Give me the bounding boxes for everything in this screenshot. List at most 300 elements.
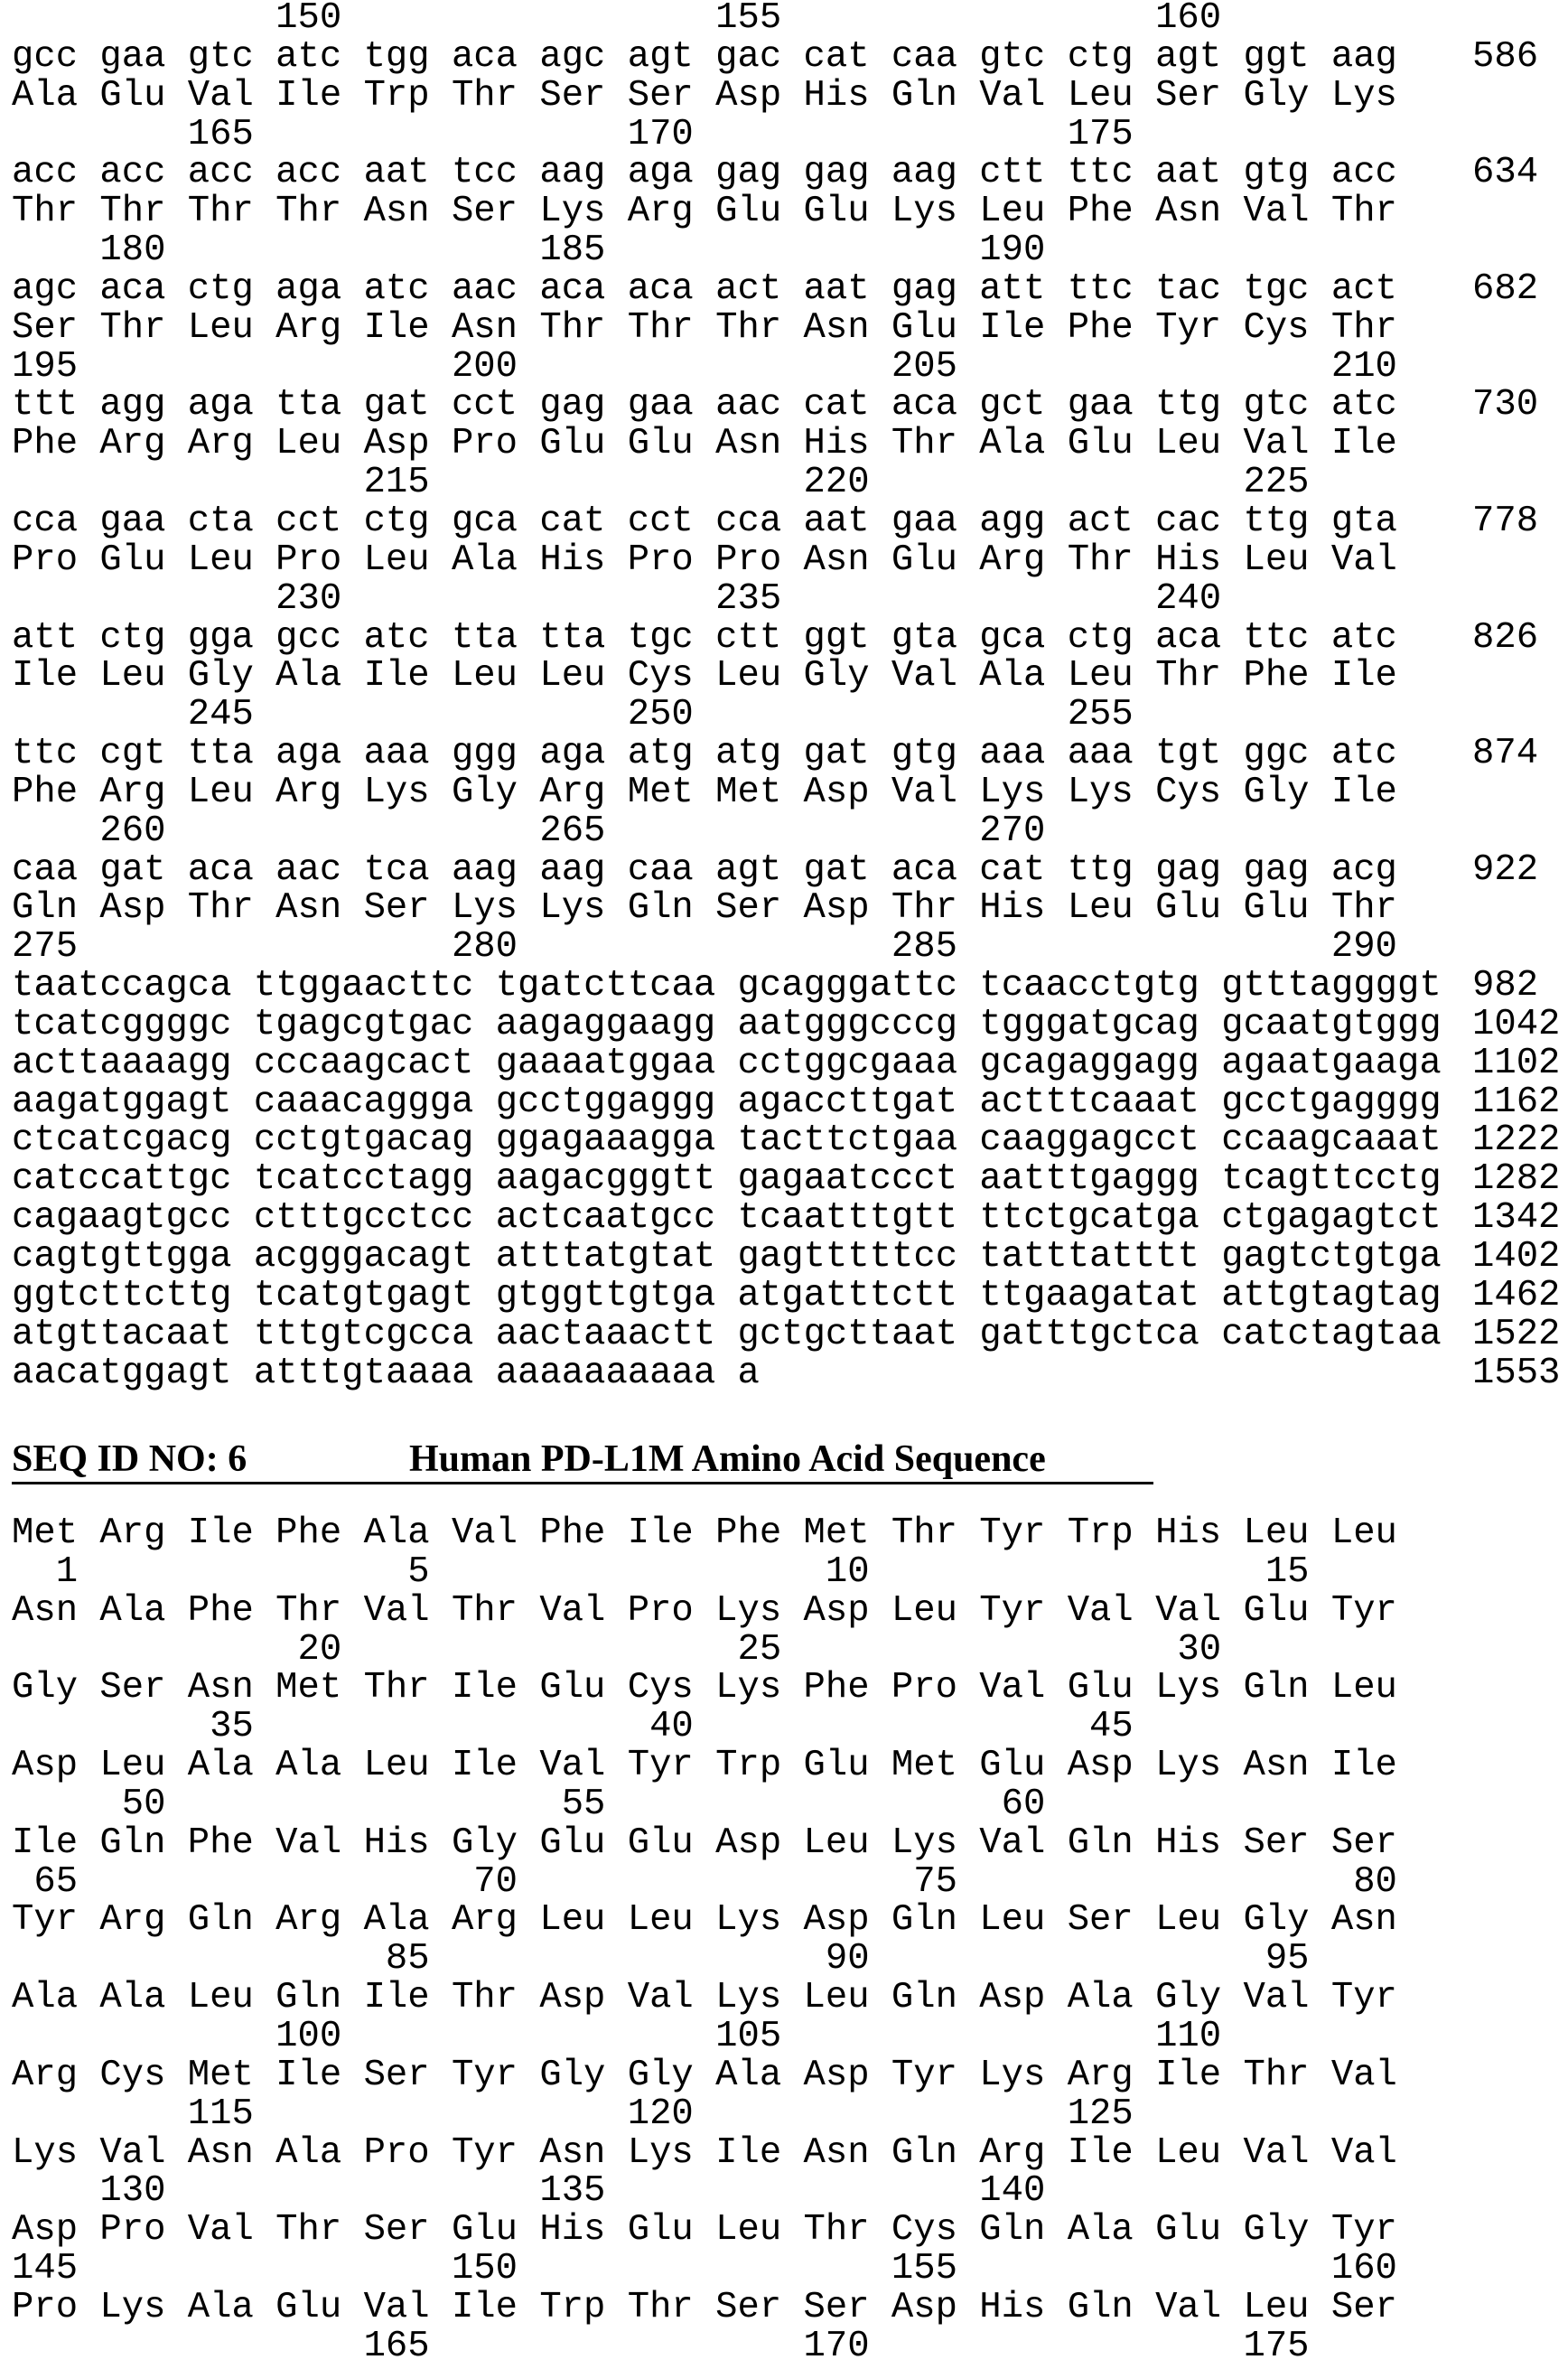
amino-acid-row-text: Ser	[1068, 1901, 1134, 1940]
residue-number: 165	[364, 2327, 430, 2366]
residue-number: 75	[891, 1863, 957, 1902]
amino-acid-row-cell	[539, 1669, 627, 1708]
codon-row-text: atc	[275, 38, 341, 77]
nucleotide-position: 1553	[1472, 1354, 1560, 1393]
number-slot	[539, 1863, 627, 1902]
residue-number: 170	[804, 2327, 870, 2366]
amino-acid-row-text: Ile	[12, 657, 78, 696]
amino-acid-row-cell	[275, 77, 363, 116]
number-slot	[12, 464, 99, 502]
amino-acid-row-cell	[628, 1592, 715, 1631]
amino-acid-row-text: Asp	[804, 773, 870, 812]
number-slot	[364, 1631, 452, 1670]
amino-acid-row-text: Val	[539, 1592, 605, 1631]
amino-acid-row-cell	[715, 309, 803, 348]
amino-acid-row-cell	[364, 2211, 452, 2250]
amino-acid-row-text: His	[1155, 541, 1221, 580]
codon-row	[12, 154, 1463, 192]
amino-acid-row-cell	[275, 2134, 363, 2173]
number-slot	[1243, 2018, 1330, 2056]
codon-row-text: aca	[891, 386, 957, 425]
residue-number: 190	[979, 231, 1045, 270]
amino-acid-row	[12, 425, 1463, 464]
amino-acid-row-text: Arg	[1068, 2056, 1134, 2095]
codon-row-text: ttc	[1068, 154, 1134, 192]
amino-acid-row-cell	[539, 425, 627, 464]
amino-acid-row-text: Glu	[1068, 1669, 1134, 1708]
nucleotide-group: cagaagtgcc	[12, 1199, 254, 1238]
number-slot	[539, 348, 627, 387]
nucleotide-group: taatccagca	[12, 967, 254, 1006]
nucleotide-position: 586	[1472, 38, 1538, 77]
amino-acid-row-cell	[1155, 1669, 1243, 1708]
amino-acid-row-cell	[628, 425, 715, 464]
nucleotide-group: atgttacaat	[12, 1316, 254, 1354]
nucleotide-row	[12, 1354, 1463, 1393]
codon-row-text: aat	[1155, 154, 1221, 192]
amino-acid-row-cell	[188, 773, 275, 812]
amino-acid-row-cell	[979, 1901, 1067, 1940]
amino-acid-row-cell	[1155, 1901, 1243, 1940]
nucleotide-group: cctggcgaaa	[738, 1044, 980, 1083]
codon-row-text: gcc	[275, 619, 341, 658]
codon-row-text: aaa	[364, 735, 430, 773]
codon-row-text: caa	[12, 851, 78, 890]
codon-row-text: gag	[539, 386, 605, 425]
codon-row-cell	[804, 502, 891, 541]
amino-acid-row-cell	[1068, 77, 1155, 116]
codon-row-cell	[1243, 851, 1330, 890]
amino-acid-row-text: Ile	[1068, 2134, 1134, 2173]
amino-acid-row-cell	[188, 1746, 275, 1785]
amino-acid-row-text: Pro	[99, 2211, 165, 2250]
amino-acid-row-cell	[99, 77, 187, 116]
amino-acid-row-cell	[804, 77, 891, 116]
number-slot	[1243, 1553, 1330, 1592]
amino-acid-row	[12, 1746, 1419, 1785]
number-slot	[1068, 2327, 1155, 2366]
amino-acid-row-text: Arg	[99, 1514, 165, 1553]
nucleotide-group: atttatgtat	[496, 1238, 738, 1277]
codon-row-text: atg	[628, 735, 694, 773]
codon-row-text: aaa	[1068, 735, 1134, 773]
number-slot	[1155, 2095, 1243, 2134]
amino-acid-row-cell	[99, 1979, 187, 2018]
amino-acid-row-cell	[1155, 1824, 1243, 1863]
codon-row-cell	[891, 38, 979, 77]
amino-acid-row-text: Glu	[628, 1824, 694, 1863]
amino-acid-row-cell	[1331, 1824, 1419, 1863]
number-slot	[891, 1940, 979, 1979]
number-slot	[1155, 1863, 1243, 1902]
number-slot	[715, 464, 803, 502]
amino-acid-row-text: Gln	[891, 77, 957, 116]
number-slot	[891, 231, 979, 270]
amino-acid-row-text: Lys	[1155, 1746, 1221, 1785]
amino-acid-row-cell	[364, 1901, 452, 1940]
amino-acid-row-cell	[1068, 425, 1155, 464]
codon-row	[12, 38, 1463, 77]
amino-acid-row-cell	[452, 1514, 539, 1553]
amino-acid-row-text: Ile	[1155, 2056, 1221, 2095]
codon-row-cell	[452, 619, 539, 658]
amino-acid-row-cell	[1155, 1592, 1243, 1631]
number-slot	[188, 1785, 275, 1824]
number-slot	[979, 1940, 1067, 1979]
amino-acid-row-cell	[1155, 773, 1243, 812]
number-slot	[364, 1863, 452, 1902]
amino-acid-row-cell	[628, 773, 715, 812]
number-slot	[539, 116, 627, 154]
amino-acid-row-text: Val	[275, 1824, 341, 1863]
amino-acid-row-text: Lys	[715, 1669, 781, 1708]
amino-acid-row-cell	[188, 889, 275, 928]
number-slot	[1068, 812, 1155, 851]
amino-acid-row-cell	[1331, 2211, 1419, 2250]
residue-number-row	[12, 464, 1463, 502]
amino-acid-row-cell	[364, 2134, 452, 2173]
number-slot	[715, 1553, 803, 1592]
residue-number: 20	[275, 1631, 341, 1670]
amino-acid-row-text: Ala	[275, 1746, 341, 1785]
amino-acid-row-text: Ile	[364, 657, 430, 696]
number-slot	[1243, 2172, 1330, 2211]
number-slot	[891, 928, 979, 967]
codon-row-text: ctt	[979, 154, 1045, 192]
amino-acid-row-cell	[1243, 2211, 1330, 2250]
number-slot	[452, 580, 539, 619]
codon-row-cell	[1155, 619, 1243, 658]
codon-row-text: tgc	[1243, 270, 1309, 309]
amino-acid-row-text: Lys	[1068, 773, 1134, 812]
number-slot	[1243, 812, 1330, 851]
number-slot	[364, 2250, 452, 2289]
amino-acid-row-cell	[1155, 192, 1243, 231]
amino-acid-row-text: Gln	[99, 1824, 165, 1863]
amino-acid-row-cell	[12, 889, 99, 928]
amino-acid-row-text: Ile	[1331, 773, 1397, 812]
amino-acid-row-text: Met	[188, 2056, 254, 2095]
number-slot	[715, 0, 803, 38]
number-slot	[628, 2095, 715, 2134]
codon-row-cell	[12, 735, 99, 773]
nucleotide-group: aacatggagt	[12, 1354, 254, 1393]
number-slot	[275, 696, 363, 735]
amino-acid-row-cell	[99, 1514, 187, 1553]
amino-acid-row-cell	[99, 1669, 187, 1708]
number-slot	[1068, 1708, 1155, 1746]
amino-acid-row-cell	[12, 1901, 99, 1940]
codon-row-text: act	[1068, 502, 1134, 541]
amino-acid-row-text: Gly	[539, 2056, 605, 2095]
codon-row-cell	[364, 851, 452, 890]
number-slot	[628, 1708, 715, 1746]
amino-acid-row-text: Glu	[539, 1824, 605, 1863]
amino-acid-row-text: Asp	[12, 1746, 78, 1785]
number-slot	[539, 1553, 627, 1592]
nucleotide-position: 1522	[1472, 1316, 1560, 1354]
residue-number: 130	[99, 2172, 165, 2211]
codon-row-text: gta	[891, 619, 957, 658]
number-slot	[1068, 928, 1155, 967]
codon-row	[12, 619, 1463, 658]
amino-acid-row-text: Glu	[452, 2211, 518, 2250]
amino-acid-row-cell	[452, 192, 539, 231]
amino-acid-row-text: Phe	[188, 1824, 254, 1863]
number-slot	[891, 1785, 979, 1824]
number-slot	[275, 2018, 363, 2056]
codon-row-text: gaa	[1068, 386, 1134, 425]
amino-acid-row-text: Arg	[979, 2134, 1045, 2173]
amino-acid-row-text: Leu	[1068, 657, 1134, 696]
number-slot	[891, 348, 979, 387]
codon-row-cell	[452, 502, 539, 541]
number-slot	[1243, 348, 1330, 387]
amino-acid-row-cell	[1243, 1514, 1330, 1553]
amino-acid-row-text: Ile	[979, 309, 1045, 348]
residue-number-row	[12, 1631, 1419, 1670]
amino-acid-row-text: Glu	[891, 309, 957, 348]
amino-acid-row-cell	[1068, 192, 1155, 231]
amino-acid-row-text: Tyr	[891, 2056, 957, 2095]
amino-acid-row-text: Thr	[275, 2211, 341, 2250]
amino-acid-row-cell	[715, 1901, 803, 1940]
codon-row-text: ctg	[364, 502, 430, 541]
number-slot	[1068, 580, 1155, 619]
amino-acid-row-text: Asp	[804, 889, 870, 928]
number-slot	[99, 1631, 187, 1670]
number-slot	[364, 1708, 452, 1746]
number-slot	[539, 1708, 627, 1746]
amino-acid-row-cell	[1331, 1592, 1419, 1631]
number-slot	[804, 2172, 891, 2211]
amino-acid-row-cell	[628, 541, 715, 580]
amino-acid-row-text: Arg	[452, 1901, 518, 1940]
number-slot	[275, 928, 363, 967]
amino-acid-row-text: Ser	[452, 192, 518, 231]
codon-row-text: aag	[1331, 38, 1397, 77]
nucleotide-group: catccattgc	[12, 1160, 254, 1199]
amino-acid-row-cell	[364, 2056, 452, 2095]
amino-acid-row-text: Glu	[891, 541, 957, 580]
nucleotide-row	[12, 1160, 1463, 1199]
amino-acid-row-cell	[539, 1592, 627, 1631]
amino-acid-row-text: Thr	[188, 889, 254, 928]
nucleotide-group: ggagaaagga	[496, 1121, 738, 1160]
nucleotide-group: tcatgtgagt	[254, 1277, 496, 1316]
amino-acid-row-text: Arg	[275, 773, 341, 812]
codon-row-cell	[188, 270, 275, 309]
codon-row-text: ctg	[99, 619, 165, 658]
number-slot	[804, 348, 891, 387]
residue-number-row	[12, 1863, 1419, 1902]
amino-acid-row-text: His	[979, 2289, 1045, 2327]
codon-row-text: aca	[539, 270, 605, 309]
amino-acid-row-cell	[364, 773, 452, 812]
codon-row-text: gag	[891, 270, 957, 309]
number-slot	[979, 580, 1067, 619]
number-slot	[1243, 928, 1330, 967]
amino-acid-row-text: Met	[804, 1514, 870, 1553]
amino-acid-row-text: His	[979, 889, 1045, 928]
amino-acid-row-text: Val	[1243, 1979, 1309, 2018]
number-slot	[979, 1708, 1067, 1746]
amino-acid-row	[12, 773, 1463, 812]
codon-row-text: ttt	[12, 386, 78, 425]
amino-acid-row-text: Gln	[891, 1979, 957, 2018]
amino-acid-row-cell	[1068, 1824, 1155, 1863]
residue-number-row	[12, 116, 1463, 154]
number-slot	[275, 231, 363, 270]
amino-acid-row-cell	[979, 1669, 1067, 1708]
amino-acid-row-text: Val	[1243, 192, 1309, 231]
amino-acid-row-cell	[364, 77, 452, 116]
number-slot	[275, 1553, 363, 1592]
residue-number: 290	[1331, 928, 1397, 967]
number-slot	[275, 1708, 363, 1746]
amino-acid-row-text: Arg	[188, 425, 254, 464]
amino-acid-row-cell	[452, 2056, 539, 2095]
codon-row-cell	[188, 619, 275, 658]
amino-acid-row-cell	[891, 541, 979, 580]
amino-acid-row-text: Asn	[1331, 1901, 1397, 1940]
amino-acid-row-text: Gly	[452, 773, 518, 812]
number-slot	[628, 2327, 715, 2366]
number-slot	[1068, 1631, 1155, 1670]
residue-number: 95	[1243, 1940, 1309, 1979]
number-slot	[628, 812, 715, 851]
amino-acid-row-cell	[891, 309, 979, 348]
amino-acid-row-text: Leu	[188, 1979, 254, 2018]
amino-acid-row-cell	[1155, 541, 1243, 580]
amino-acid-row-text: Gln	[979, 2211, 1045, 2250]
amino-acid-row-cell	[99, 192, 187, 231]
number-slot	[804, 1553, 891, 1592]
codon-row-cell	[1068, 619, 1155, 658]
number-slot	[1068, 1863, 1155, 1902]
nucleotide-group: tacttctgaa	[738, 1121, 980, 1160]
amino-acid-row-text: Leu	[364, 1746, 430, 1785]
amino-acid-row	[12, 309, 1463, 348]
number-slot	[364, 1553, 452, 1592]
amino-acid-row-cell	[628, 889, 715, 928]
residue-number: 85	[364, 1940, 430, 1979]
amino-acid-row-cell	[275, 657, 363, 696]
codon-row-cell	[979, 502, 1067, 541]
nucleotide-group: tcatcctagg	[254, 1160, 496, 1199]
codon-row-text: aag	[452, 851, 518, 890]
amino-acid-row-cell	[452, 1901, 539, 1940]
number-slot	[628, 464, 715, 502]
codon-row-cell	[539, 502, 627, 541]
amino-acid-row-text: Gln	[12, 889, 78, 928]
number-slot	[1068, 116, 1155, 154]
codon-row-cell	[1331, 502, 1419, 541]
number-slot	[188, 1708, 275, 1746]
codon-row-cell	[364, 154, 452, 192]
amino-acid-row-text: Val	[452, 1514, 518, 1553]
amino-acid-row-cell	[1155, 2134, 1243, 2173]
residue-number: 45	[1068, 1708, 1134, 1746]
amino-acid-row-text: Asn	[804, 309, 870, 348]
nucleotide-group: aatttgaggg	[979, 1160, 1221, 1199]
codon-row-text: acc	[275, 154, 341, 192]
amino-acid-row-text: Lys	[1155, 1669, 1221, 1708]
amino-acid-row-text: Cys	[628, 1669, 694, 1708]
amino-acid-row-text: Thr	[275, 192, 341, 231]
amino-acid-row-cell	[364, 541, 452, 580]
codon-row-text: gtg	[891, 735, 957, 773]
number-slot	[891, 2327, 979, 2366]
amino-acid-row-cell	[364, 309, 452, 348]
amino-acid-row-cell	[12, 541, 99, 580]
number-slot	[1331, 928, 1419, 967]
codon-row-text: ggc	[1243, 735, 1309, 773]
codon-row-cell	[539, 154, 627, 192]
number-slot	[12, 1940, 99, 1979]
amino-acid-row-cell	[891, 773, 979, 812]
codon-row-cell	[539, 38, 627, 77]
number-slot	[1068, 2095, 1155, 2134]
codon-row-text: aga	[275, 735, 341, 773]
amino-acid-row-cell	[804, 1514, 891, 1553]
codon-row-cell	[1243, 270, 1330, 309]
amino-acid-row-text: Thr	[452, 77, 518, 116]
amino-acid-row-cell	[188, 77, 275, 116]
amino-acid-row-text: Ser	[539, 77, 605, 116]
codon-row-text: caa	[891, 38, 957, 77]
codon-row-cell	[804, 735, 891, 773]
amino-acid-row-cell	[628, 1746, 715, 1785]
amino-acid-row-text: Ile	[715, 2134, 781, 2173]
number-slot	[979, 116, 1067, 154]
number-slot	[1155, 464, 1243, 502]
number-slot	[452, 116, 539, 154]
codon-row-text: aaa	[979, 735, 1045, 773]
amino-acid-row-cell	[452, 2211, 539, 2250]
amino-acid-row-text: Tyr	[1331, 2211, 1397, 2250]
amino-acid-row-cell	[891, 2211, 979, 2250]
amino-acid-row-text: Lys	[99, 2289, 165, 2327]
nucleotide-group: ctttgcctcc	[254, 1199, 496, 1238]
number-slot	[628, 1940, 715, 1979]
codon-row-text: gca	[452, 502, 518, 541]
residue-number: 70	[452, 1863, 518, 1902]
residue-number: 250	[628, 696, 694, 735]
codon-row-text: agt	[628, 38, 694, 77]
amino-acid-row-text: Pro	[628, 1592, 694, 1631]
number-slot	[715, 2095, 803, 2134]
codon-row-cell	[715, 735, 803, 773]
residue-number: 175	[1243, 2327, 1309, 2366]
codon-row-cell	[804, 270, 891, 309]
amino-acid-row-text: Thr	[12, 192, 78, 231]
amino-acid-row-text: Arg	[539, 773, 605, 812]
number-slot	[99, 928, 187, 967]
number-slot	[1155, 2172, 1243, 2211]
amino-acid-row-cell	[188, 192, 275, 231]
codon-row-cell	[12, 502, 99, 541]
codon-row-cell	[1331, 38, 1419, 77]
amino-acid-row-cell	[452, 1979, 539, 2018]
number-slot	[891, 696, 979, 735]
number-slot	[1155, 0, 1243, 38]
amino-acid-row-text: Asn	[188, 1669, 254, 1708]
number-slot	[1243, 2095, 1330, 2134]
number-slot	[804, 2095, 891, 2134]
number-slot	[188, 2327, 275, 2366]
amino-acid-row-text: Ile	[12, 1824, 78, 1863]
